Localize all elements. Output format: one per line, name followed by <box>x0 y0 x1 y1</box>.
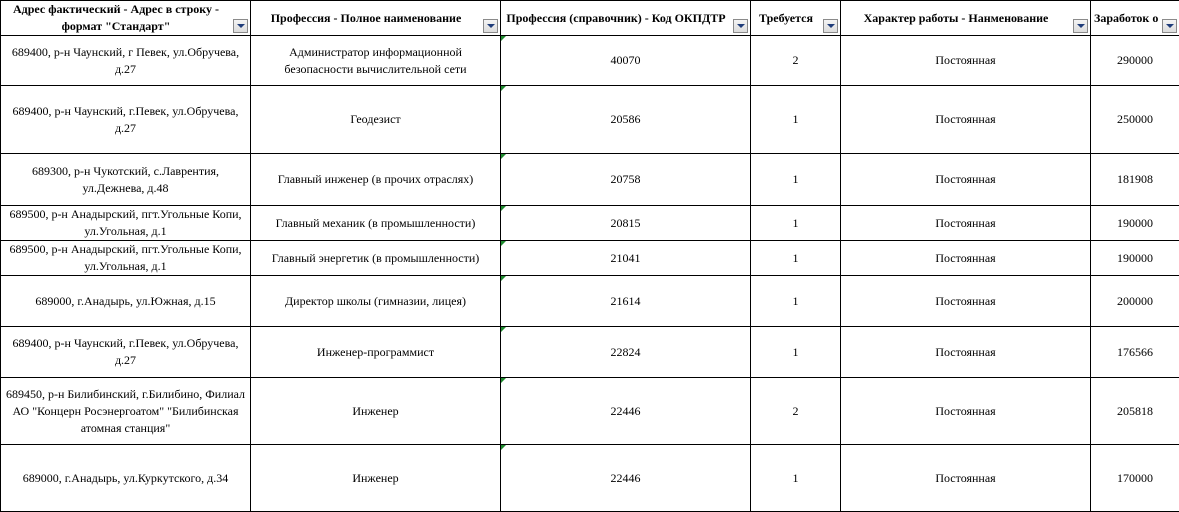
cell-salary[interactable]: 190000 <box>1091 241 1179 276</box>
header-salary <box>1091 1 1179 36</box>
cell-salary[interactable]: 176566 <box>1091 327 1179 378</box>
number-as-text-marker-icon <box>501 327 506 332</box>
cell-required[interactable]: 2 <box>751 378 841 445</box>
cell-code-value: 22446 <box>611 404 641 418</box>
cell-required[interactable]: 1 <box>751 154 841 206</box>
cell-profession[interactable]: Геодезист <box>251 86 501 154</box>
cell-work-type[interactable]: Постоянная <box>841 206 1091 241</box>
filter-dropdown-profession-icon[interactable] <box>483 19 498 33</box>
cell-code[interactable] <box>501 445 751 512</box>
cell-work-type[interactable]: Постоянная <box>841 445 1091 512</box>
number-as-text-marker-icon <box>501 154 506 159</box>
header-address <box>1 1 251 36</box>
cell-work-type[interactable]: Постоянная <box>841 378 1091 445</box>
cell-profession[interactable]: Главный инженер (в прочих отраслях) <box>251 154 501 206</box>
cell-profession[interactable]: Инженер <box>251 378 501 445</box>
cell-salary[interactable]: 190000 <box>1091 206 1179 241</box>
header-salary-label: Заработок о <box>1094 11 1158 25</box>
header-profession <box>251 1 501 36</box>
cell-address[interactable]: 689400, р-н Чаунский, г.Певек, ул.Обручева, д.27 <box>1 86 251 154</box>
number-as-text-marker-icon <box>501 378 506 383</box>
table-row <box>1 154 1179 206</box>
header-profession-label: Профессия - Полное наименование <box>271 11 462 25</box>
number-as-text-marker-icon <box>501 36 506 41</box>
cell-required[interactable]: 1 <box>751 276 841 327</box>
table-row <box>1 86 1179 154</box>
cell-work-type[interactable]: Постоянная <box>841 241 1091 276</box>
filter-dropdown-work-type-icon[interactable] <box>1073 19 1088 33</box>
cell-work-type[interactable]: Постоянная <box>841 36 1091 86</box>
cell-required[interactable]: 1 <box>751 445 841 512</box>
header-row <box>1 1 1179 36</box>
filter-dropdown-code-icon[interactable] <box>733 19 748 33</box>
cell-profession[interactable]: Администратор информационной безопасности вычислительной сети <box>251 36 501 86</box>
table-row <box>1 276 1179 327</box>
cell-code[interactable] <box>501 327 751 378</box>
cell-code[interactable] <box>501 378 751 445</box>
header-address-label: Адрес фактический - Адрес в строку - формат "Стандарт" <box>13 2 219 33</box>
cell-salary[interactable]: 181908 <box>1091 154 1179 206</box>
table-row <box>1 206 1179 241</box>
cell-code[interactable] <box>501 241 751 276</box>
cell-address[interactable]: 689500, р-н Анадырский, пгт.Угольные Копи, ул.Угольная, д.1 <box>1 241 251 276</box>
cell-work-type[interactable]: Постоянная <box>841 86 1091 154</box>
cell-address[interactable]: 689300, р-н Чукотский, с.Лаврентия, ул.Дежнева, д.48 <box>1 154 251 206</box>
cell-code[interactable] <box>501 154 751 206</box>
cell-work-type[interactable]: Постоянная <box>841 276 1091 327</box>
cell-profession[interactable]: Директор школы (гимназии, лицея) <box>251 276 501 327</box>
cell-work-type[interactable]: Постоянная <box>841 327 1091 378</box>
cell-code[interactable] <box>501 206 751 241</box>
cell-code-value: 20815 <box>611 216 641 230</box>
cell-address[interactable]: 689400, р-н Чаунский, г Певек, ул.Обручева, д.27 <box>1 36 251 86</box>
filter-dropdown-salary-icon[interactable] <box>1162 19 1177 33</box>
cell-profession[interactable]: Инженер <box>251 445 501 512</box>
cell-salary[interactable]: 250000 <box>1091 86 1179 154</box>
cell-address[interactable]: 689500, р-н Анадырский, пгт.Угольные Копи, ул.Угольная, д.1 <box>1 206 251 241</box>
cell-code-value: 22824 <box>611 345 641 359</box>
cell-profession[interactable]: Главный энергетик (в промышленности) <box>251 241 501 276</box>
cell-required[interactable]: 1 <box>751 86 841 154</box>
cell-salary[interactable]: 205818 <box>1091 378 1179 445</box>
header-code-label: Профессия (справочник) - Код ОКПДТР <box>506 11 725 25</box>
cell-code[interactable] <box>501 276 751 327</box>
cell-code-value: 20758 <box>611 172 641 186</box>
cell-code-value: 40070 <box>611 53 641 67</box>
cell-code-value: 22446 <box>611 471 641 485</box>
number-as-text-marker-icon <box>501 276 506 281</box>
cell-address[interactable]: 689450, р-н Билибинский, г.Билибино, Филиал АО "Концерн Росэнергоатом" "Билибинская атомная станция" <box>1 378 251 445</box>
cell-required[interactable]: 1 <box>751 241 841 276</box>
cell-code-value: 21614 <box>611 294 641 308</box>
filter-dropdown-required-icon[interactable] <box>823 19 838 33</box>
cell-work-type[interactable]: Постоянная <box>841 154 1091 206</box>
cell-salary[interactable]: 290000 <box>1091 36 1179 86</box>
cell-required[interactable]: 2 <box>751 36 841 86</box>
cell-required[interactable]: 1 <box>751 327 841 378</box>
cell-profession[interactable]: Инженер-программист <box>251 327 501 378</box>
cell-salary[interactable]: 170000 <box>1091 445 1179 512</box>
cell-address[interactable]: 689000, г.Анадырь, ул.Куркутского, д.34 <box>1 445 251 512</box>
cell-code[interactable] <box>501 86 751 154</box>
header-code <box>501 1 751 36</box>
cell-required[interactable]: 1 <box>751 206 841 241</box>
table-row <box>1 445 1179 512</box>
table-row <box>1 241 1179 276</box>
header-required-label: Требуется <box>759 11 813 25</box>
number-as-text-marker-icon <box>501 206 506 211</box>
number-as-text-marker-icon <box>501 241 506 246</box>
filter-dropdown-address-icon[interactable] <box>233 19 248 33</box>
cell-address[interactable]: 689000, г.Анадырь, ул.Южная, д.15 <box>1 276 251 327</box>
number-as-text-marker-icon <box>501 445 506 450</box>
table-row <box>1 327 1179 378</box>
header-required <box>751 1 841 36</box>
header-work-type <box>841 1 1091 36</box>
cell-code-value: 20586 <box>611 112 641 126</box>
cell-salary[interactable]: 200000 <box>1091 276 1179 327</box>
cell-code-value: 21041 <box>611 251 641 265</box>
header-work-type-label: Характер работы - Нанменование <box>864 11 1049 25</box>
number-as-text-marker-icon <box>501 86 506 91</box>
cell-address[interactable]: 689400, р-н Чаунский, г.Певек, ул.Обручева, д.27 <box>1 327 251 378</box>
cell-profession[interactable]: Главный механик (в промышленности) <box>251 206 501 241</box>
table-row <box>1 36 1179 86</box>
table-row <box>1 378 1179 445</box>
cell-code[interactable] <box>501 36 751 86</box>
